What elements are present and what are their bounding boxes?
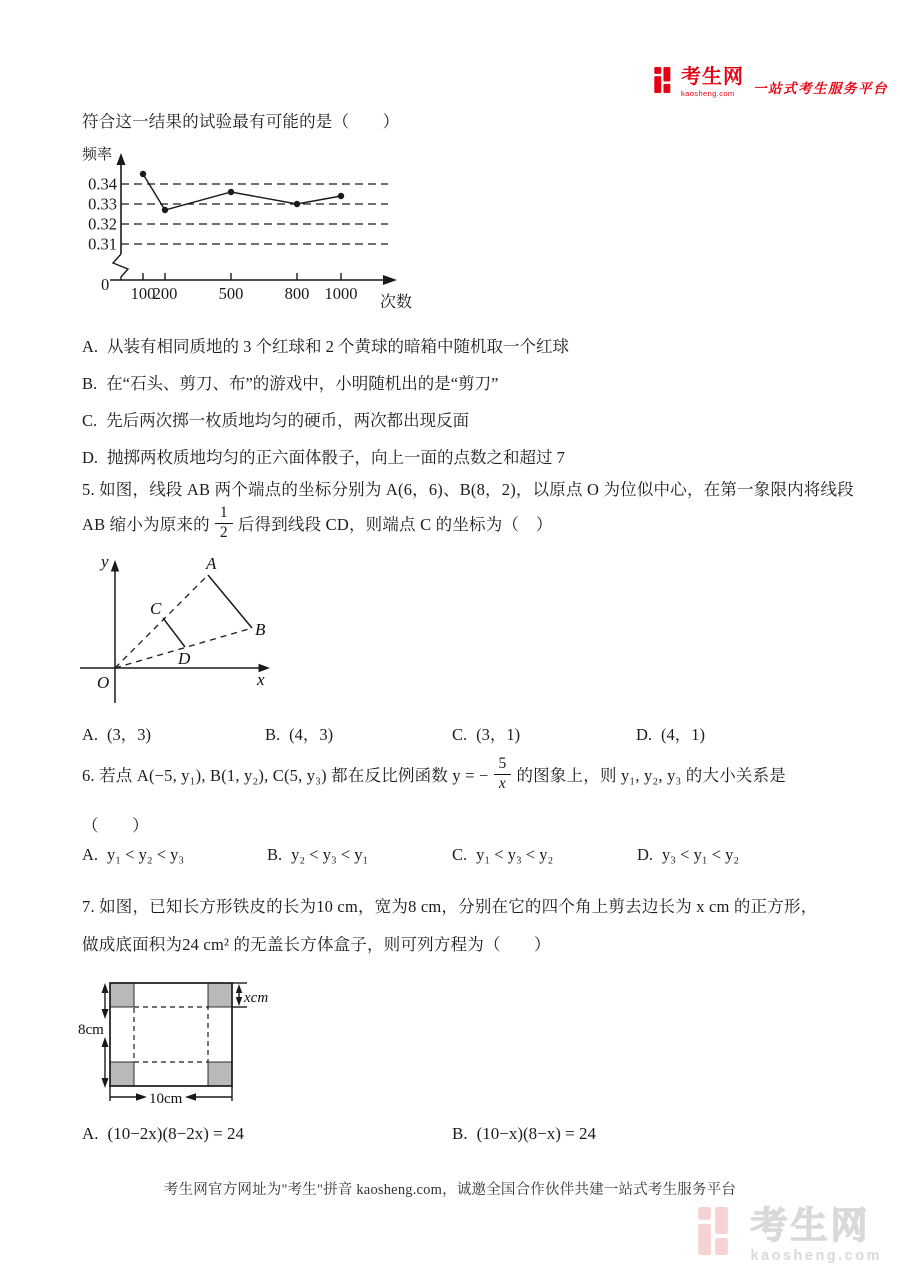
q7-option-a xyxy=(82,1124,244,1144)
q5-stem-line1: 5. 如图，线段 AB 两个端点的坐标分别为 A(6，6)、B(8，2)，以原点 O 为位似中心，在第一象限内将线段 xyxy=(82,480,854,499)
watermark-h-icon xyxy=(698,1207,738,1255)
q4-option-a-text: 从装有相同质地的 3 个红球和 2 个黄球的暗箱中随机取一个红球 xyxy=(107,337,570,356)
brand-h-icon xyxy=(654,67,676,93)
q7-length-label: 10cm xyxy=(149,1091,183,1107)
q5-fraction-numerator: 1 xyxy=(219,504,228,522)
q7-option-a-label: A. xyxy=(82,1124,99,1143)
q5-option-a xyxy=(82,721,151,745)
q4-stem: 符合这一结果的试验最有可能的是（ ） xyxy=(82,112,400,131)
q5-fraction-denominator: 2 xyxy=(215,523,233,541)
q5-ylabel: y xyxy=(101,552,109,571)
svg-text:0.32: 0.32 xyxy=(88,214,117,234)
q6-option-b-text: y₂ < y₃ < y₁ xyxy=(291,845,369,864)
q5-option-d xyxy=(636,721,705,745)
q5-stem-line2 xyxy=(82,501,553,545)
footer-text: 考生网官方网址为"考生"拼音 kaosheng.com，诚邀全国合作伙伴共建一站式考生服务平台 xyxy=(163,1182,737,1198)
svg-text:频率: 频率 xyxy=(82,147,113,163)
q6-fraction-numerator: 5 xyxy=(498,755,507,773)
q5-option-a-label: A. xyxy=(82,725,99,744)
q4-option-c-label: C. xyxy=(82,411,98,430)
q5-option-a-text: (3，3) xyxy=(107,725,152,744)
q4-option-b-text: 在“石头、剪刀、布”的游戏中，小明随机出的是“剪刀” xyxy=(106,374,499,393)
q5-point-b-label: B xyxy=(255,620,266,639)
q5-stem-line2-post: 后得到线段 CD，则端点 C 的坐标为（ ） xyxy=(237,515,553,534)
q7-stem-line2: 做成底面积为24 cm² 的无盖长方体盒子，则可列方程为（ ） xyxy=(82,935,551,954)
site-logo xyxy=(654,67,888,98)
q5-option-b-label: B. xyxy=(265,725,281,744)
q7-width-dimension xyxy=(78,983,109,1088)
q5-option-c xyxy=(452,721,520,745)
q5-option-d-text: (4，1) xyxy=(661,725,706,744)
q4-option-b xyxy=(82,370,498,394)
q4-option-d-text: 抛掷两枚质地均匀的正六面体骰子，向上一面的点数之和超过 7 xyxy=(107,448,565,467)
q7-width-label: 8cm xyxy=(78,1022,104,1038)
brand-domain: kaosheng.com xyxy=(681,89,735,98)
q7-option-b-label: B. xyxy=(452,1124,468,1143)
watermark-brand: 考生网 xyxy=(750,1205,871,1246)
q7-length-dimension xyxy=(110,1086,232,1107)
q7-box-figure xyxy=(78,978,278,1110)
q7-option-a-text: (10−2x)(8−2x) = 24 xyxy=(107,1124,244,1143)
svg-text:0.31: 0.31 xyxy=(88,234,117,254)
q4-option-d-label: D. xyxy=(82,448,99,467)
q6-stem-pre: 6. 若点 A(−5, y₁), B(1, y₂), C(5, y₃) 都在反比例函数 y = − xyxy=(82,766,489,785)
q5-point-d-label: D xyxy=(178,649,191,668)
q6-option-c-label: C. xyxy=(452,845,468,864)
q6-option-d-label: D. xyxy=(637,845,654,864)
svg-text:1000: 1000 xyxy=(324,284,358,303)
q7-cut-label: xcm xyxy=(244,990,269,1006)
q4-option-c xyxy=(82,407,469,431)
q6-fraction xyxy=(494,756,512,792)
svg-text:次数: 次数 xyxy=(380,294,413,311)
svg-text:500: 500 xyxy=(218,284,244,303)
q5-option-c-text: (3，1) xyxy=(476,725,521,744)
q6-option-b-label: B. xyxy=(267,845,283,864)
q7-option-b-text: (10−x)(8−x) = 24 xyxy=(476,1124,597,1143)
svg-text:200: 200 xyxy=(152,284,178,303)
svg-text:0.33: 0.33 xyxy=(88,194,117,214)
q6-option-d xyxy=(637,845,739,865)
svg-text:100: 100 xyxy=(130,284,156,303)
q7-cut-dimension xyxy=(232,983,268,1007)
q4-option-d xyxy=(82,444,565,468)
q5-stem-line2-pre: AB 缩小为原来的 xyxy=(82,515,210,534)
q4-option-a xyxy=(82,333,569,357)
q6-option-c xyxy=(452,845,553,865)
q6-answer-paren: （ ） xyxy=(82,816,149,835)
q4-option-a-label: A. xyxy=(82,337,99,356)
brand-text-block xyxy=(681,67,744,98)
q7-stem-line1: 7. 如图，已知长方形铁皮的长为10 cm，宽为8 cm，分别在它的四个角上剪去边长为 x cm 的正方形， xyxy=(82,897,818,916)
q5-point-c-label: C xyxy=(150,599,162,618)
svg-text:0.34: 0.34 xyxy=(88,174,117,194)
q7-corner-squares xyxy=(110,983,232,1086)
q4-option-c-text: 先后两次掷一枚质地均匀的硬币，两次都出现反面 xyxy=(106,411,470,430)
brand-name: 考生网 xyxy=(681,66,744,88)
q7-fold-lines xyxy=(134,1007,208,1062)
q6-option-c-text: y₁ < y₃ < y₂ xyxy=(476,845,554,864)
q5-fraction xyxy=(215,505,233,541)
svg-text:0: 0 xyxy=(101,275,110,294)
q6-fraction-denominator: x xyxy=(494,774,511,792)
q6-option-a xyxy=(82,845,184,865)
q5-option-d-label: D. xyxy=(636,725,653,744)
q6-option-b xyxy=(267,845,368,865)
q5-xlabel: x xyxy=(257,670,265,689)
q6-stem-post: 的图象上，则 y₁, y₂, y₃ 的大小关系是 xyxy=(516,766,787,785)
q5-similarity-figure xyxy=(78,552,278,714)
q5-option-b-text: (4，3) xyxy=(289,725,334,744)
q4-option-b-label: B. xyxy=(82,374,98,393)
frequency-chart xyxy=(80,146,425,316)
q6-option-a-label: A. xyxy=(82,845,99,864)
q5-option-b xyxy=(265,721,333,745)
watermark-text-block xyxy=(750,1207,882,1264)
q7-option-b xyxy=(452,1124,596,1144)
watermark-logo xyxy=(698,1207,882,1264)
watermark-domain: kaosheng.com xyxy=(750,1248,882,1264)
svg-text:800: 800 xyxy=(284,284,310,303)
q5-option-c-label: C. xyxy=(452,725,468,744)
q5-point-a-label: A xyxy=(206,554,217,573)
q6-option-d-text: y₃ < y₁ < y₂ xyxy=(662,845,740,864)
brand-tagline: 一站式考生服务平台 xyxy=(753,81,888,97)
q5-origin-label: O xyxy=(97,673,110,692)
q6-stem xyxy=(82,750,786,798)
q6-option-a-text: y₁ < y₂ < y₃ xyxy=(107,845,185,864)
